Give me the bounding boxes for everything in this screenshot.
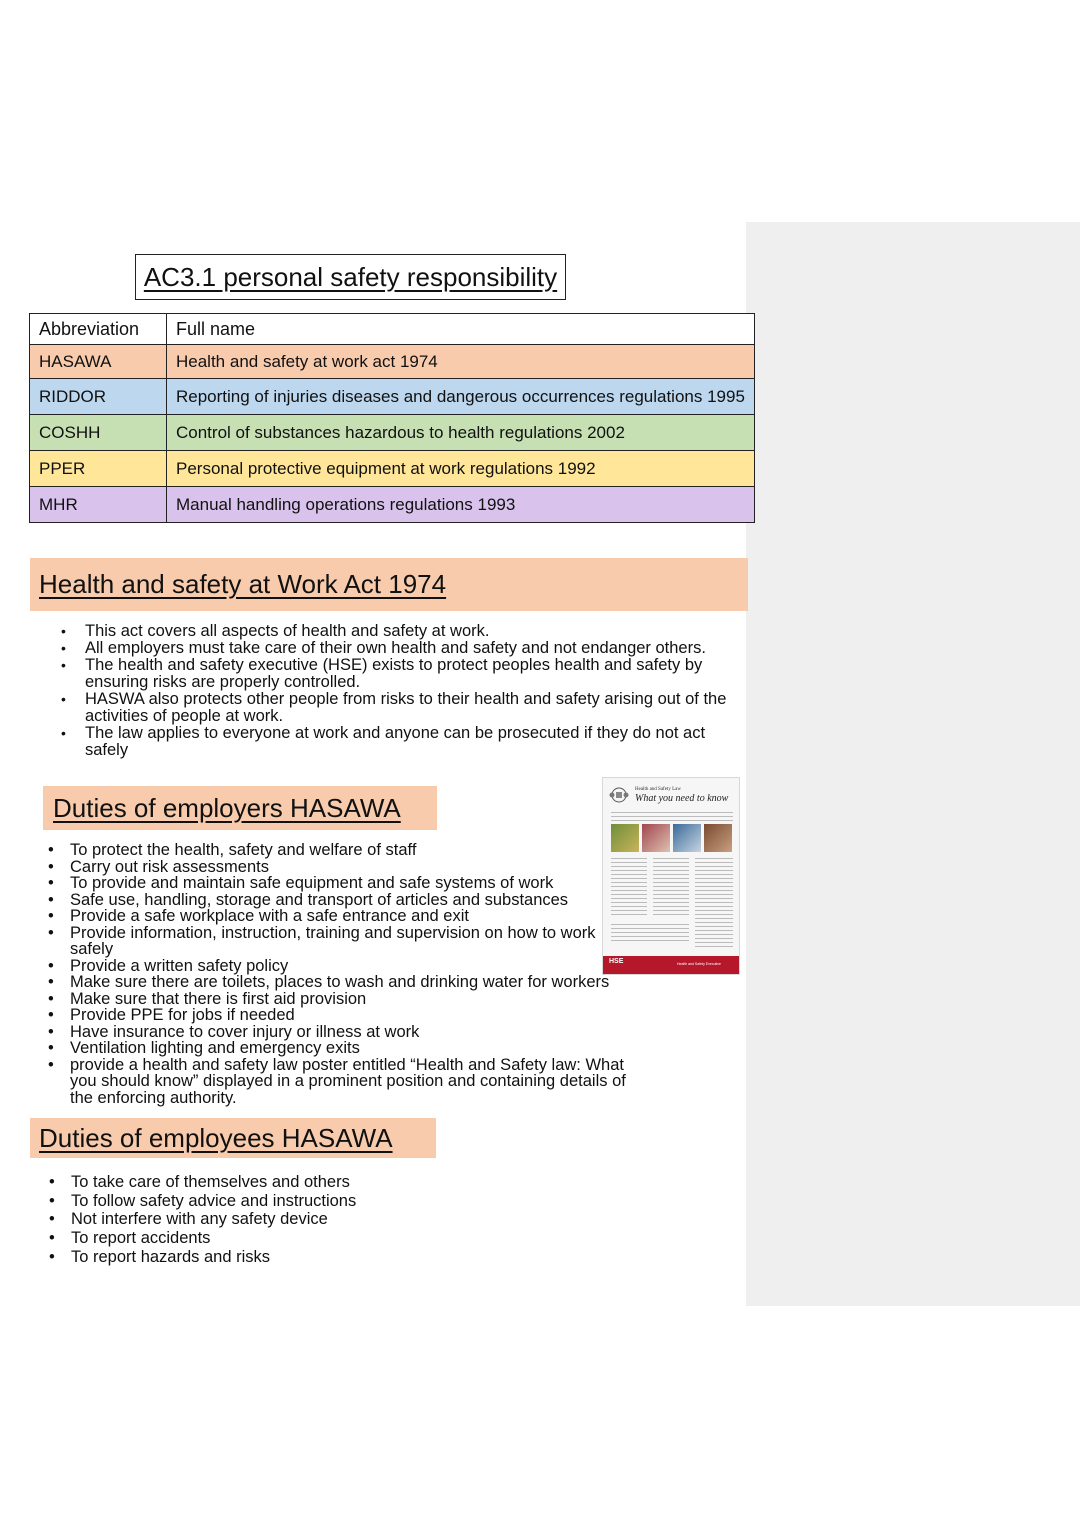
employees-bullet-list <box>71 1173 471 1267</box>
section-heading-employees-text: Duties of employees HASAWA <box>39 1122 393 1153</box>
list-item: • Not interfere with any safety device <box>71 1210 471 1229</box>
table-cell-name: Personal protective equipment at work regulations 1992 <box>167 451 755 487</box>
table-header-row <box>30 314 755 345</box>
list-item: • Ventilation lighting and emergency exits <box>70 1040 640 1057</box>
table-cell-abbr: RIDDOR <box>30 379 167 415</box>
poster-photo <box>642 824 670 852</box>
table-cell-abbr: HASAWA <box>30 345 167 379</box>
table-cell-abbr: COSHH <box>30 415 167 451</box>
list-item: • The law applies to everyone at work and anyone can be prosecuted if they do not act safely <box>85 725 745 759</box>
poster-text-block <box>611 812 733 822</box>
list-item: • Make sure there are toilets, places to wash and drinking water for workers <box>70 974 640 991</box>
table-row <box>30 415 755 451</box>
table-cell-abbr: MHR <box>30 487 167 523</box>
table-cell-name: Reporting of injuries diseases and dangerous occurrences regulations 1995 <box>167 379 755 415</box>
list-item: • To take care of themselves and others <box>71 1173 471 1192</box>
list-item: • Provide PPE for jobs if needed <box>70 1007 640 1024</box>
list-item: • Carry out risk assessments <box>70 859 640 876</box>
table-cell-name: Manual handling operations regulations 1993 <box>167 487 755 523</box>
section-heading-employees <box>30 1118 436 1158</box>
list-item: • All employers must take care of their own health and safety and not endanger others. <box>85 640 745 657</box>
margin-panel <box>746 222 1080 1306</box>
royal-crest-icon <box>609 786 629 804</box>
list-item: • Safe use, handling, storage and transport of articles and substances <box>70 892 640 909</box>
list-item: • To follow safety advice and instructions <box>71 1192 471 1211</box>
table-cell-name: Control of substances hazardous to health regulations 2002 <box>167 415 755 451</box>
list-item: • Provide information, instruction, training and supervision on how to work safely <box>70 925 605 958</box>
poster-text-block <box>653 858 689 918</box>
table-row <box>30 487 755 523</box>
table-header-full-name: Full name <box>167 314 755 345</box>
poster-photo <box>704 824 732 852</box>
table-cell-abbr: PPER <box>30 451 167 487</box>
poster-big-title: What you need to know <box>635 793 729 804</box>
section-heading-act-text: Health and safety at Work Act 1974 <box>39 569 447 599</box>
list-item: • To provide and maintain safe equipment and safe systems of work <box>70 875 640 892</box>
act-bullet-list <box>85 623 745 759</box>
page-title: AC3.1 personal safety responsibility <box>143 261 558 292</box>
section-heading-employers-text: Duties of employers HASAWA <box>53 792 401 823</box>
table-row <box>30 345 755 379</box>
list-item: • Have insurance to cover injury or illness at work <box>70 1024 640 1041</box>
table-header-abbreviation: Abbreviation <box>30 314 167 345</box>
list-item: • To report hazards and risks <box>71 1248 471 1267</box>
poster-text-block <box>695 858 733 948</box>
poster-small-title: Health and Safety Law <box>635 787 681 792</box>
list-item: • Provide a safe workplace with a safe entrance and exit <box>70 908 640 925</box>
poster-footer-text: Health and Safety Executive <box>677 962 721 966</box>
page-title-box <box>135 254 566 300</box>
list-item: • To report accidents <box>71 1229 471 1248</box>
list-item: • The health and safety executive (HSE) exists to protect peoples health and safety by ensuring risks are properly controlled. <box>85 657 745 691</box>
table-row <box>30 451 755 487</box>
hse-logo: HSE <box>609 958 624 965</box>
list-item: • Make sure that there is first aid provision <box>70 991 640 1008</box>
list-item: • Provide a written safety policy <box>70 958 640 975</box>
employers-bullet-list <box>70 842 640 1106</box>
list-item: • To protect the health, safety and welfare of staff <box>70 842 640 859</box>
table-cell-name: Health and safety at work act 1974 <box>167 345 755 379</box>
abbreviation-table <box>29 313 755 523</box>
list-item: • This act covers all aspects of health and safety at work. <box>85 623 745 640</box>
list-item: • HASWA also protects other people from risks to their health and safety arising out of the activities of people at work. <box>85 691 745 725</box>
list-item: • provide a health and safety law poster entitled “Health and Safety law: What you should know” displayed in a prominent position and containing details of the enforcing authority. <box>70 1057 640 1107</box>
section-heading-act <box>30 558 748 611</box>
table-row <box>30 379 755 415</box>
section-heading-employers <box>43 786 437 830</box>
poster-photo <box>673 824 701 852</box>
